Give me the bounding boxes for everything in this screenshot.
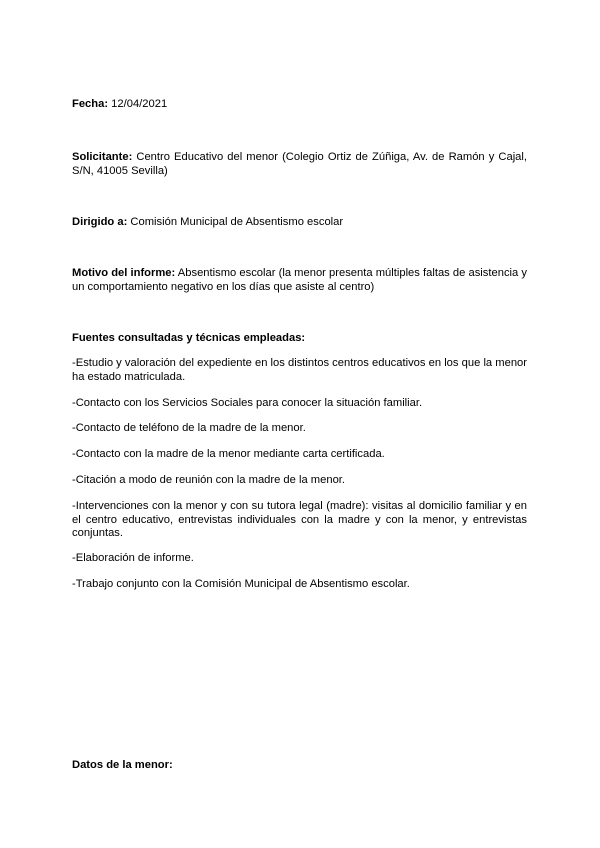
fuentes-heading: Fuentes consultadas y técnicas empleadas: xyxy=(72,332,306,344)
solicitante-value: Centro Educativo del menor (Colegio Ortiz de Zúñiga, Av. de Ramón y Cajal, S/N, 41005 Sevilla) xyxy=(72,151,527,177)
dirigido-value: Comisión Municipal de Absentismo escolar xyxy=(127,216,344,228)
dirigido-label: Dirigido a: xyxy=(72,216,128,228)
fecha-value: 12/04/2021 xyxy=(108,98,168,110)
datos-heading: Datos de la menor: xyxy=(72,759,173,771)
solicitante-label: Solicitante: xyxy=(72,151,133,163)
fuentes-item: -Trabajo conjunto con la Comisión Municipal de Absentismo escolar. xyxy=(72,578,410,590)
solicitante-field xyxy=(72,150,527,178)
dirigido-field xyxy=(72,215,527,229)
fecha-field xyxy=(72,97,527,111)
fuentes-item: -Contacto de teléfono de la madre de la menor. xyxy=(72,422,306,434)
fuentes-item: -Contacto con la madre de la menor mediante carta certificada. xyxy=(72,448,385,460)
motivo-value: Absentismo escolar (la menor presenta múltiples faltas de asistencia y un comportamiento negativo en los días que asiste al centro) xyxy=(72,267,527,293)
motivo-field xyxy=(72,266,527,294)
fuentes-item: -Estudio y valoración del expediente en los distintos centros educativos en los que la menor ha estado matriculada. xyxy=(72,357,527,383)
fuentes-item: -Contacto con los Servicios Sociales para conocer la situación familiar. xyxy=(72,397,423,409)
motivo-label: Motivo del informe: xyxy=(72,267,176,279)
fuentes-item: -Citación a modo de reunión con la madre de la menor. xyxy=(72,474,346,486)
fuentes-item: -Elaboración de informe. xyxy=(72,552,194,564)
fecha-label: Fecha: xyxy=(72,98,109,110)
fuentes-item: -Intervenciones con la menor y con su tutora legal (madre): visitas al domicilio familiar y en el centro educativo, entrevistas individuales con la madre y con la menor, y entrevistas conjuntas. xyxy=(72,500,527,539)
